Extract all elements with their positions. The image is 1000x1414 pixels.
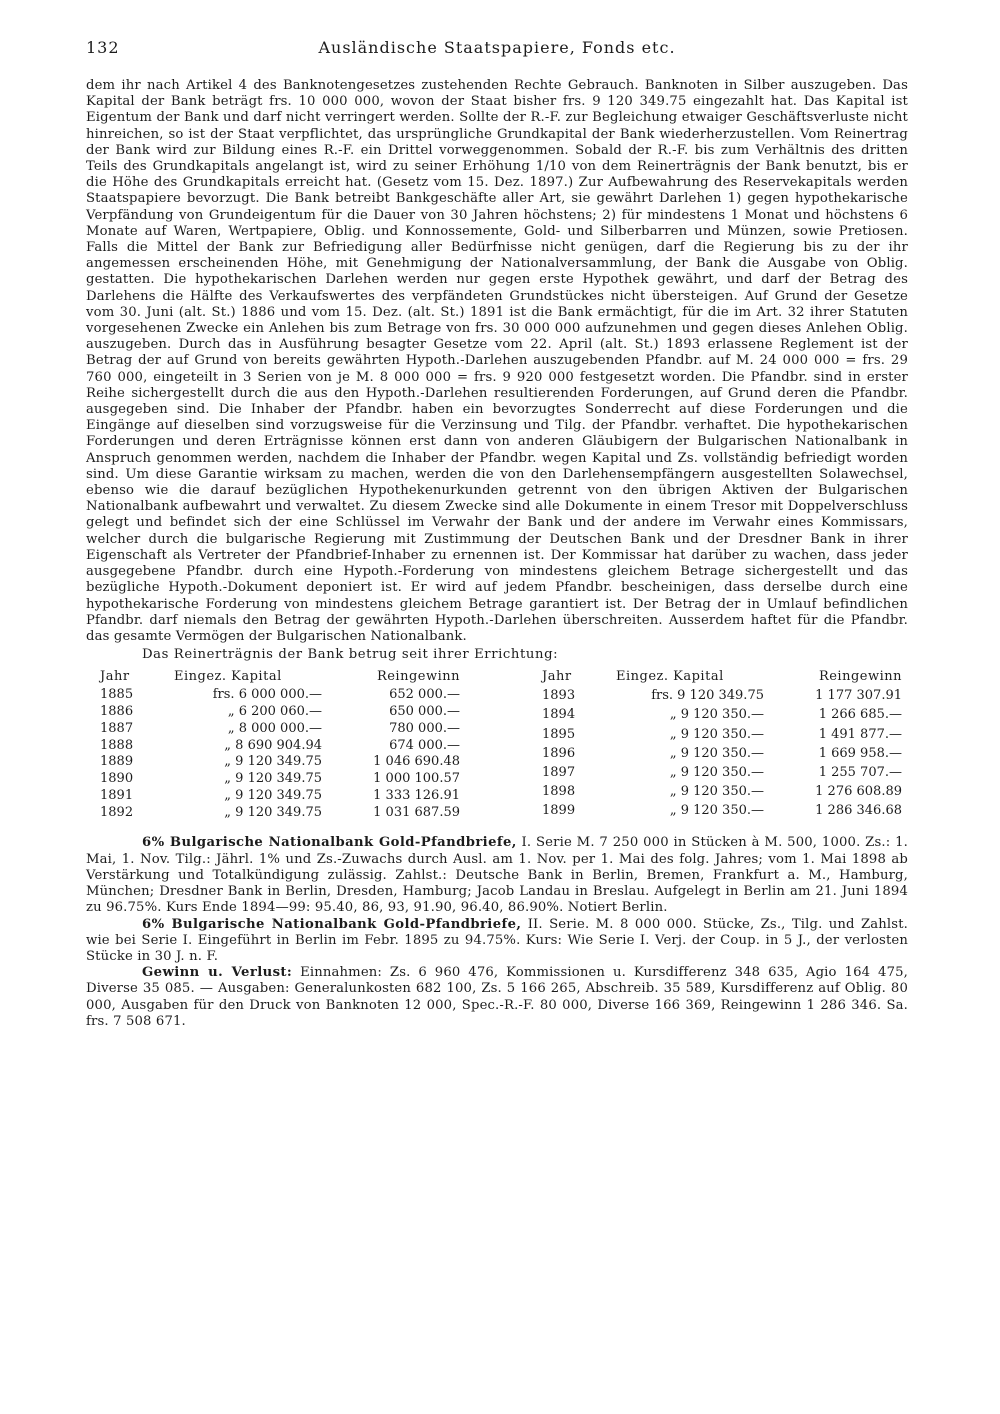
cell-year: 1899 [542, 803, 576, 819]
running-title: Ausländische Staatspapiere, Fonds etc. [318, 38, 676, 57]
table-row [542, 725, 902, 744]
cell-year: 1895 [542, 726, 576, 742]
cell-capital: „ 9 120 350.— [669, 784, 764, 800]
table-header-row [100, 669, 460, 687]
cell-year: 1893 [542, 688, 576, 704]
cell-year: 1885 [100, 687, 134, 703]
cell-year: 1888 [100, 737, 134, 753]
table-row [542, 706, 902, 725]
cell-capital: „ 8 690 904.94 [224, 737, 322, 753]
table-row [100, 721, 460, 738]
section-series-two-text: II. Serie. M. 8 000 000. Stücke, Zs., Tilg. und Zahlst. wie bei Serie I. Eingeführt in Berlin im Febr. 1895 zu 94.75%. Kurs: Wie Serie I. Verj. der Coup. in 5 J., der verlosten Stücke in 30 J. n. F. [86, 916, 909, 964]
earnings-tables [100, 669, 902, 821]
table-row [542, 783, 902, 802]
section-series-two-heading: 6% Bulgarische Nationalbank Gold-Pfandbriefe, [142, 916, 522, 932]
cell-profit: 1 046 690.48 [373, 754, 460, 770]
cell-capital: frs. 6 000 000.— [212, 687, 322, 703]
cell-capital: „ 9 120 349.75 [224, 787, 322, 803]
cell-year: 1889 [100, 754, 134, 770]
section-series-one-text: I. Serie M. 7 250 000 in Stücken à M. 500, 1000. Zs.: 1. Mai, 1. Nov. Tilg.: Jährl. 1% und Zs.-Zuwachs durch Ausl. am 1. Nov. per 1. Mai des folg. Jahres; vom 1. Mai 1898 ab Verstärkung und Totalkündigung zulässig. Zahlst.: Deutsche Bank in Berlin, Bremen, Frankfurt a. M., Hamburg, München; Dresdner Bank in Berlin, Dresden, Hamburg; Jacob Landau in Breslau. Aufgelegt in Berlin am 21. Juni 1894 zu 96.75%. Kurs Ende 1894—99: 95.40, 86, 93, 91.90, 96.40, 86.90%. Notiert Berlin. [86, 835, 909, 916]
cell-capital: „ 9 120 350.— [669, 745, 764, 761]
cell-profit: 1 491 877.— [818, 726, 902, 742]
table-row [100, 788, 460, 805]
section-series-two [86, 917, 908, 966]
cell-profit: 780 000.— [389, 720, 460, 736]
cell-capital: „ 9 120 350.— [669, 803, 764, 819]
cell-profit: 1 669 958.— [818, 745, 902, 761]
header-capital: Eingez. Kapital [616, 669, 724, 685]
cell-profit: 1 286 346.68 [815, 803, 902, 819]
page-header [86, 38, 908, 78]
table-row [542, 745, 902, 764]
table-row [542, 802, 902, 821]
table-row [100, 754, 460, 771]
cell-year: 1894 [542, 707, 576, 723]
cell-capital: „ 8 000 000.— [227, 720, 322, 736]
main-paragraph: dem ihr nach Artikel 4 des Banknotengesetzes zustehenden Rechte Gebrauch. Banknoten in Silber auszugeben. Das Kapital der Bank beträgt frs. 10 000 000, wovon der Staat bisher frs. 9 120 349.75 eingezahlt hat. Das Kapital ist Eigentum der Bank und darf nicht verringert werden. Sollte der R.-F. zur Begleichung etwaiger Geschäftsverluste nicht hinreichen, so ist der Staat verpflichtet, das ursprüngliche Grundkapital der Bank wiederherzustellen. Vom Reinertrag der Bank wird zur Bildung eines R.-F. ein Drittel vorweggenommen. Sobald der R.-F. bis zum Verhältnis des dritten Teils des Grundkapitals angelangt ist, wird zu seiner Erhöhung 1/10 von dem Reinerträgnis der Bank benutzt, bis er die Höhe des Grundkapitals erreicht hat. (Gesetz vom 15. Dez. 1897.) Zur Aufbewahrung des Reservekapitals werden Staatspapiere bevorzugt. Die Bank betreibt Bankgeschäfte aller Art, sie gewährt Darlehen 1) gegen hypothekarische Verpfändung von Grundeigentum für die Dauer von 30 Jahren höchstens; 2) für mindestens 1 Monat und höchstens 6 Monate auf Waren, Wertpapiere, Oblig. und Konnossemente, Gold- und Silberbarren und Münzen, sowie Pretiosen. Falls die Mittel der Bank zur Befriedigung aller Bedürfnisse nicht genügen, darf die Regierung bis zu der ihr angemessen erscheinenden Höhe, mit Genehmigung der Nationalversammlung, der Bank die Ausgabe von Oblig. gestatten. Die hypothekarischen Darlehen werden nur gegen erste Hypothek gewährt, und darf der Betrag des Darlehens die Hälfte des Verkaufswertes des verpfändeten Grundstückes nicht übersteigen. Auf Grund der Gesetze vom 30. Juni (alt. St.) 1886 und vom 15. Dez. (alt. St.) 1891 ist die Bank ermächtigt, für die im Art. 32 ihrer Statuten vorgesehenen Zwecke ein Anlehen bis zum Betrage von frs. 30 000 000 aufzunehmen und gegen dieses Anlehen Oblig. auszugeben. Durch das in Ausführung besagter Gesetze vom 22. April (alt. St.) 1893 erlassene Reglement ist der Betrag der auf Grund von bereits gewährten Hypoth.-Darlehen auszugebenden Pfandbr. auf M. 24 000 000 = frs. 29 760 000, eingeteilt in 3 Serien von je M. 8 000 000 = frs. 9 920 000 festgesetzt worden. Die Pfandbr. sind in erster Reihe sichergestellt durch die aus den Hypoth.-Darlehen resultierenden Forderungen, auf Grund deren die Pfandbr. ausgegeben sind. Die Inhaber der Pfandbr. haben ein bevorzugtes Sonderrecht auf diese Forderungen und die Eingänge auf dieselben sind vorzugsweise für die Verzinsung und Tilg. der Pfandbr. verhaftet. Die hypothekarischen Forderungen und deren Erträgnisse können erst dann von anderen Gläubigern der Bulgarischen Nationalbank in Anspruch genommen werden, nachdem die Inhaber der Pfandbr. wegen Kapital und Zs. vollständig befriedigt worden sind. Um diese Garantie wirksam zu machen, werden die von den Darlehensempfängern ausgestellten Solawechsel, ebenso wie die darauf bezüglichen Hypothekenurkunden getrennt von den übrigen Aktiven der Bulgarischen Nationalbank aufbewahrt und verwaltet. Zu diesem Zwecke sind alle Dokumente in einem Tresor mit Doppelverschluss gelegt und befindet sich der eine Schlüssel im Verwahr der Bank und der andere im Verwahr eines Kommissars, welcher durch die bulgarische Regierung mit Zustimmung der Deutschen Bank und der Dresdner Bank in ihrer Eigenschaft als Vertreter der Pfandbrief-Inhaber zu ernennen ist. Der Kommissar hat darüber zu wachen, dass jeder ausgegebene Pfandbr. durch eine Hypoth.-Forderung von mindestens gleichem Betrage sichergestellt und das bezügliche Hypoth.-Dokument deponiert ist. Er wird auf jedem Pfandbr. bescheinigen, dass derselbe durch eine hypothekarische Forderung von mindestens gleichem Betrage garantiert ist. Der Betrag der in Umlauf befindlichen Pfandbr. darf niemals den Betrag der gewährten Hypoth.-Darlehen überschreiten. Ausserdem haftet für die Pfandbr. das gesamte Vermögen der Bulgarischen Nationalbank. [86, 78, 908, 644]
cell-profit: 652 000.— [389, 687, 460, 703]
cell-capital: „ 6 200 060.— [227, 703, 322, 719]
cell-year: 1898 [542, 784, 576, 800]
cell-year: 1890 [100, 771, 134, 787]
header-capital: Eingez. Kapital [174, 669, 282, 685]
header-year: Jahr [542, 669, 572, 685]
cell-profit: 1 276 608.89 [815, 784, 902, 800]
table-row [100, 687, 460, 704]
cell-profit: 1 266 685.— [818, 707, 902, 723]
table-row [100, 805, 460, 822]
cell-capital: „ 9 120 350.— [669, 765, 764, 781]
cell-profit: 1 031 687.59 [373, 804, 460, 820]
table-row [542, 764, 902, 783]
cell-year: 1892 [100, 804, 134, 820]
cell-profit: 674 000.— [389, 737, 460, 753]
header-profit: Reingewinn [818, 669, 902, 685]
header-year: Jahr [100, 669, 130, 685]
table-row [100, 704, 460, 721]
section-profit-loss [86, 965, 908, 1030]
section-series-one-heading: 6% Bulgarische Nationalbank Gold-Pfandbriefe, [142, 835, 517, 851]
cell-year: 1886 [100, 703, 134, 719]
section-profit-loss-heading: Gewinn u. Verlust: [142, 965, 293, 981]
table-row [100, 738, 460, 755]
cell-profit: 650 000.— [389, 703, 460, 719]
document-page [86, 38, 908, 1030]
cell-profit: 1 333 126.91 [373, 787, 460, 803]
cell-profit: 1 177 307.91 [815, 688, 902, 704]
earnings-table-left [100, 669, 460, 821]
cell-capital: „ 9 120 349.75 [224, 754, 322, 770]
cell-capital: „ 9 120 350.— [669, 726, 764, 742]
cell-capital: „ 9 120 350.— [669, 707, 764, 723]
cell-year: 1897 [542, 765, 576, 781]
section-profit-loss-text: Einnahmen: Zs. 6 960 476, Kommissionen u. Kursdifferenz 348 635, Agio 164 475, Diverse 35 085. — Ausgaben: Generalunkosten 682 100, Zs. 5 166 265, Abschreib. 35 589, Kursdifferenz auf Oblig. 80 000, Ausgaben für den Druck von Banknoten 12 000, Spec.-R.-F. 80 000, Diverse 166 369, Reingewinn 1 286 346. Sa. frs. 7 508 671. [86, 965, 908, 1029]
cell-capital: frs. 9 120 349.75 [651, 688, 764, 704]
cell-year: 1887 [100, 720, 134, 736]
table-row [542, 687, 902, 706]
section-series-one [86, 835, 908, 916]
cell-year: 1891 [100, 787, 134, 803]
cell-capital: „ 9 120 349.75 [224, 804, 322, 820]
cell-year: 1896 [542, 745, 576, 761]
table-intro: Das Reinerträgnis der Bank betrug seit ihrer Errichtung: [142, 647, 559, 663]
cell-profit: 1 000 100.57 [373, 771, 460, 787]
earnings-table-right [542, 669, 902, 821]
page-number: 132 [86, 38, 120, 57]
header-profit: Reingewinn [376, 669, 460, 685]
cell-profit: 1 255 707.— [818, 765, 902, 781]
table-header-row [542, 669, 902, 687]
cell-capital: „ 9 120 349.75 [224, 771, 322, 787]
table-row [100, 771, 460, 788]
